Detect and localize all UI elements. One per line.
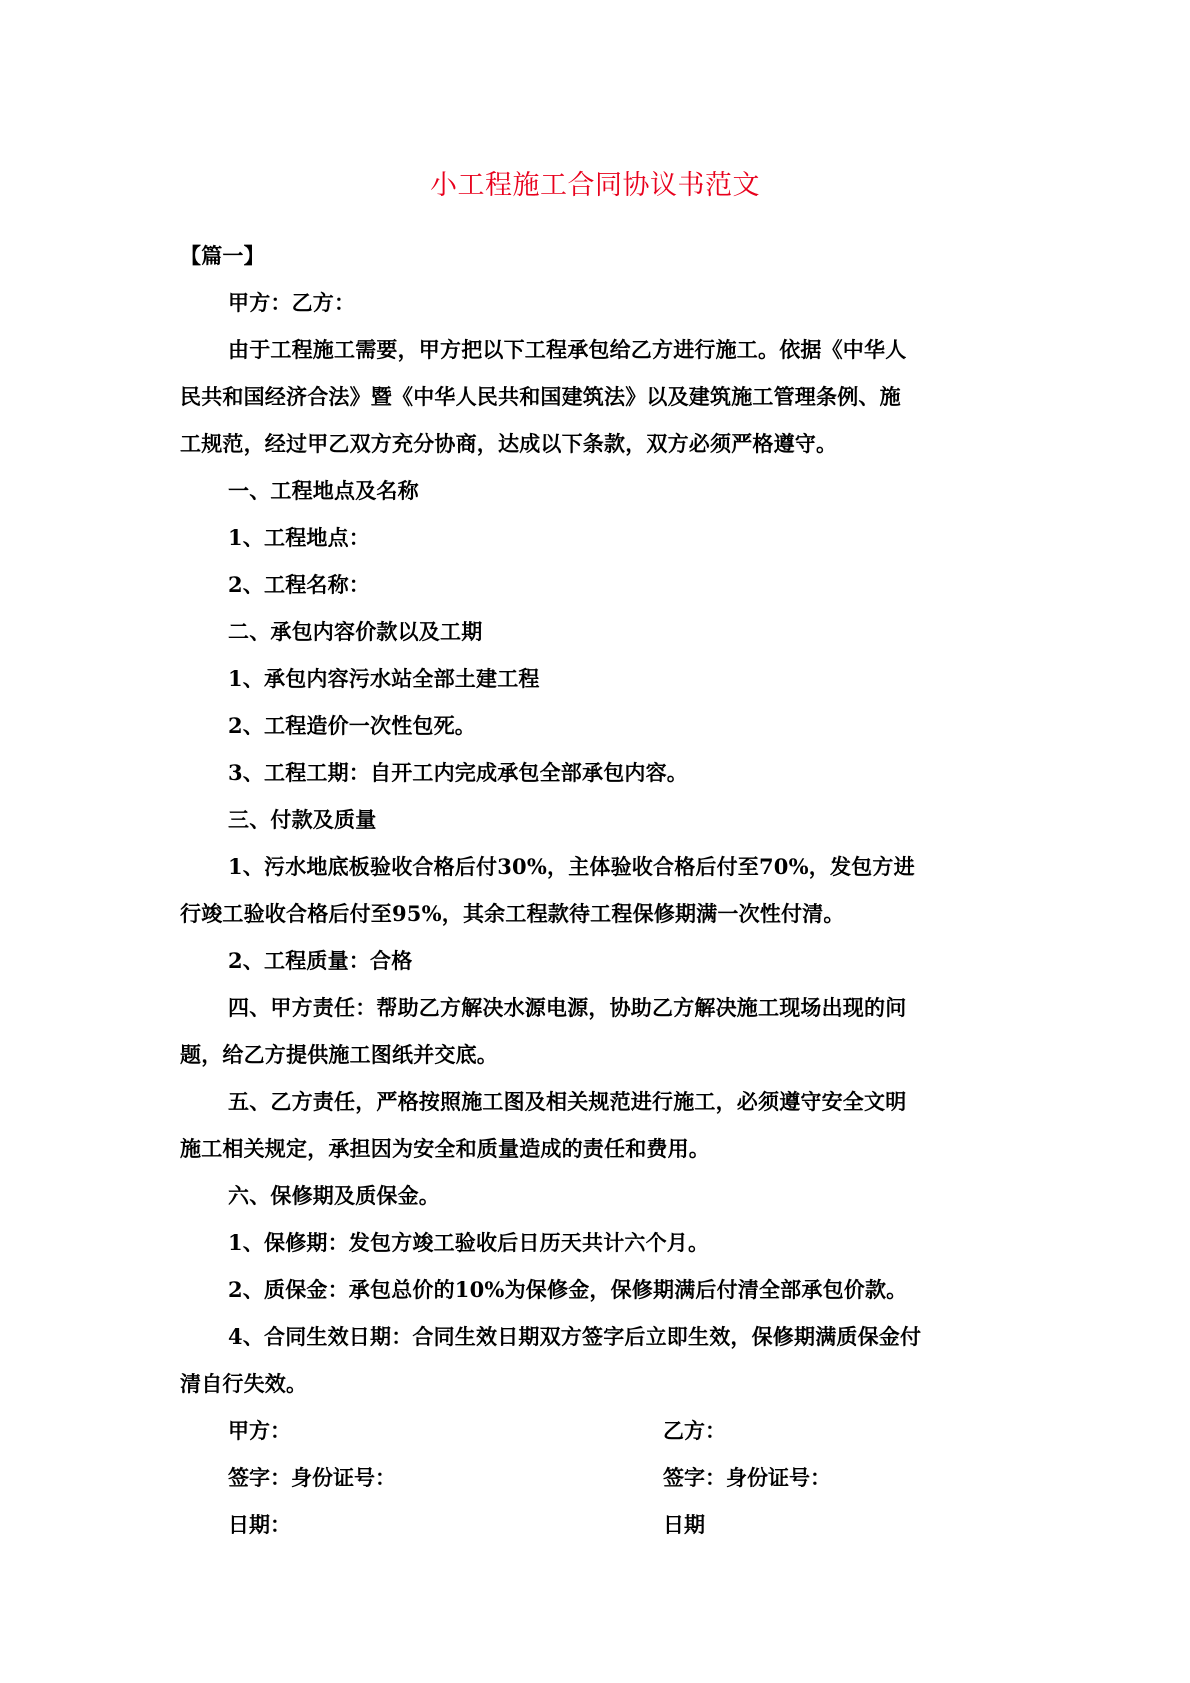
- body-line: 4、合同生效日期：合同生效日期双方签字后立即生效，保修期满质保金付: [228, 1324, 922, 1349]
- section-label: 【篇一】: [180, 243, 265, 268]
- body-line: 题，给乙方提供施工图纸并交底。: [180, 1042, 498, 1067]
- party-a-date-field: 日期：: [228, 1512, 291, 1537]
- signature-row-date: [180, 1501, 1010, 1548]
- body-line: 1、污水地底板验收合格后付30%，主体验收合格后付至70%，发包方进: [228, 854, 915, 879]
- body-line: 甲方：乙方：: [228, 290, 356, 315]
- body-line: 1、保修期：发包方竣工验收后日历天共计六个月。: [228, 1230, 710, 1255]
- signature-row-party: [180, 1407, 1010, 1454]
- party-a-signature-field: 签字：身份证号：: [228, 1465, 396, 1490]
- party-a-label: 甲方：: [228, 1418, 291, 1443]
- party-b-signature-field: 签字：身份证号：: [663, 1465, 831, 1490]
- body-line: 四、甲方责任：帮助乙方解决水源电源，协助乙方解决施工现场出现的问: [228, 995, 907, 1020]
- body-line: 2、工程质量：合格: [228, 948, 413, 973]
- document-title: 小工程施工合同协议书范文: [430, 170, 760, 201]
- body-line: 施工相关规定，承担因为安全和质量造成的责任和费用。: [180, 1136, 710, 1161]
- party-b-label: 乙方：: [663, 1418, 726, 1443]
- body-line: 清自行失效。: [180, 1371, 308, 1396]
- body-line: 二、承包内容价款以及工期: [228, 619, 483, 644]
- body-line: 工规范，经过甲乙双方充分协商，达成以下条款，双方必须严格遵守。: [180, 431, 838, 456]
- body-line: 由于工程施工需要，甲方把以下工程承包给乙方进行施工。依据《中华人: [228, 337, 907, 362]
- body-line: 2、工程名称：: [228, 572, 371, 597]
- body-line: 1、承包内容污水站全部土建工程: [228, 666, 540, 691]
- document-body: [180, 232, 1010, 1548]
- body-line: 五、乙方责任，严格按照施工图及相关规范进行施工，必须遵守安全文明: [228, 1089, 907, 1114]
- body-line: 民共和国经济合法》暨《中华人民共和国建筑法》以及建筑施工管理条例、施: [180, 384, 901, 409]
- body-line: 六、保修期及质保金。: [228, 1183, 440, 1208]
- body-line: 3、工程工期：自开工内完成承包全部承包内容。: [228, 760, 689, 785]
- party-b-date-field: 日期: [663, 1512, 705, 1537]
- body-line: 1、工程地点：: [228, 525, 371, 550]
- body-line: 一、工程地点及名称: [228, 478, 419, 503]
- body-line: 2、质保金：承包总价的10%为保修金，保修期满后付清全部承包价款。: [228, 1277, 908, 1302]
- signature-row-sign: [180, 1454, 1010, 1501]
- body-paragraphs: [180, 279, 1010, 1407]
- body-line: 2、工程造价一次性包死。: [228, 713, 477, 738]
- body-line: 行竣工验收合格后付至95%，其余工程款待工程保修期满一次性付清。: [180, 901, 845, 926]
- body-line: 三、付款及质量: [228, 807, 377, 832]
